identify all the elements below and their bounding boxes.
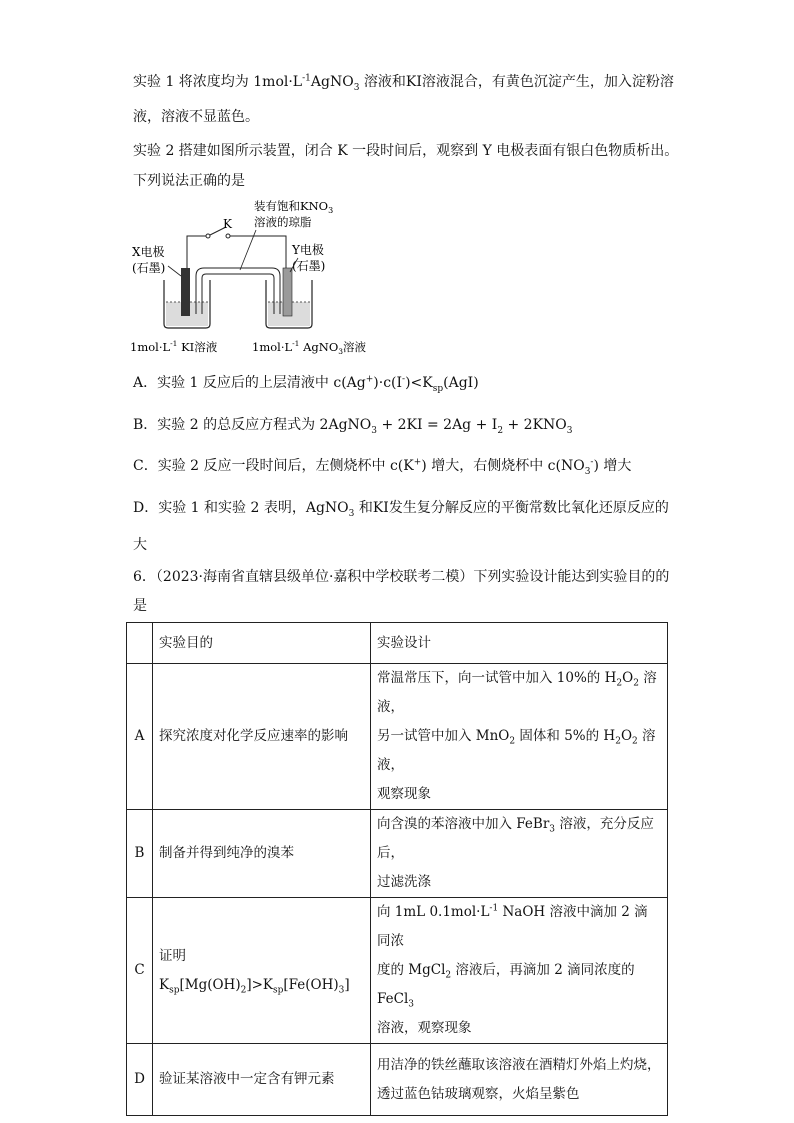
right-solution-label: $1mol\cdot L^{-1}$ AgNO$_3$溶液 — [252, 339, 367, 356]
exp2-line2: 下列说法正确的是 — [133, 173, 245, 189]
row-goal: 制备并得到纯净的溴苯 — [153, 810, 371, 898]
option-a: A．实验 1 反应后的上层清液中 $c(Ag^+)\cdot c(I^-)<K_{sp}(AgI)$ — [133, 374, 479, 394]
table-row — [127, 898, 668, 1044]
wire-right — [230, 236, 286, 268]
y-electrode-label: Y电极 — [292, 243, 324, 257]
switch-label: K — [223, 217, 232, 231]
x-electrode — [181, 268, 190, 316]
row-design: 常温常压下，向一试管中加入 10%的 $H_2O_2$ 溶液， 另一试管中加入 MnO$_2$ 固体和 5%的 $H_2O_2$ 溶液， 观察现象 — [371, 664, 668, 810]
option-d-line2: 大 — [133, 537, 147, 553]
electrochemical-cell-diagram — [128, 196, 388, 356]
table-row — [127, 1044, 668, 1116]
y-electrode-material: (石墨) — [292, 259, 326, 273]
option-c: C．实验 2 反应一段时间后，左侧烧杯中 c(K+) 增大，右侧烧杯中 $c(NO_3^-)$ 增大 — [133, 457, 632, 477]
exp2-line1: 实验 2 搭建如图所示装置，闭合 K 一段时间后，观察到 Y 电极表面有银白色物质析出。 — [133, 143, 679, 159]
row-goal: 验证某溶液中一定含有钾元素 — [153, 1044, 371, 1116]
x-label-pointer — [168, 266, 181, 276]
x-electrode-material: (石墨) — [132, 261, 166, 275]
table-row — [127, 664, 668, 810]
table-header-row — [127, 623, 668, 664]
header-design: 实验设计 — [371, 623, 668, 664]
salt-bridge-inner — [202, 274, 274, 314]
switch-contact-left — [206, 234, 210, 238]
row-label: C — [127, 898, 153, 1044]
row-goal: 证明 $K_{sp}[Mg(OH)_2]>K_{sp}[Fe(OH)_3]$ — [153, 898, 371, 1044]
row-design: 向 1mL $0.1mol\cdot L^{-1}$ NaOH 溶液中滴加 2 滴同浓 度的 MgCl$_2$ 溶液后，再滴加 2 滴同浓度的 FeCl$_3$ 溶液，观察现象 — [371, 898, 668, 1044]
y-electrode — [283, 268, 292, 316]
option-d: D．实验 1 和实验 2 表明，AgNO$_3$ 和KI发生复分解反应的平衡常数比氧化还原反应的 — [133, 500, 669, 519]
salt-bridge-label-2: 溶液的琼脂 — [254, 215, 312, 229]
row-label: A — [127, 664, 153, 810]
q6-stem: 6．（2023·海南省直辖县级单位·嘉积中学校联考二模）下列实验设计能达到实验目的的 — [133, 569, 670, 585]
row-label: B — [127, 810, 153, 898]
wire-left — [187, 236, 206, 268]
row-design: 向含溴的苯溶液中加入 FeBr$_3$ 溶液，充分反应后， 过滤洗涤 — [371, 810, 668, 898]
experiment-table — [126, 622, 668, 1116]
option-b: B．实验 2 的总反应方程式为 2AgNO$_3$ + $2KI = 2Ag + I_2 + 2KNO_3$ — [133, 417, 573, 436]
switch-contact-right — [226, 234, 230, 238]
table-row — [127, 810, 668, 898]
exp1-line2: 液，溶液不显蓝色。 — [133, 109, 259, 125]
row-goal: 探究浓度对化学反应速率的影响 — [153, 664, 371, 810]
left-solution-label: $1mol\cdot L^{-1}$ KI溶液 — [130, 339, 218, 354]
header-label-cell — [127, 623, 153, 664]
salt-bridge-outer — [196, 268, 280, 314]
row-label: D — [127, 1044, 153, 1116]
salt-bridge-label: 装有饱和$KNO_3$ — [254, 199, 334, 215]
q6-stem-line2: 是 — [133, 598, 147, 614]
header-goal: 实验目的 — [153, 623, 371, 664]
row-design: 用洁净的铁丝蘸取该溶液在酒精灯外焰上灼烧， 透过蓝色钴玻璃观察，火焰呈紫色 — [371, 1044, 668, 1116]
x-electrode-label: X电极 — [132, 245, 165, 259]
exp1-line1: 实验 1 将浓度均为 $1mol\cdot L^{-1}AgNO_3$ 溶液和KI溶液混合，有黄色沉淀产生，加入淀粉溶 — [133, 73, 674, 93]
